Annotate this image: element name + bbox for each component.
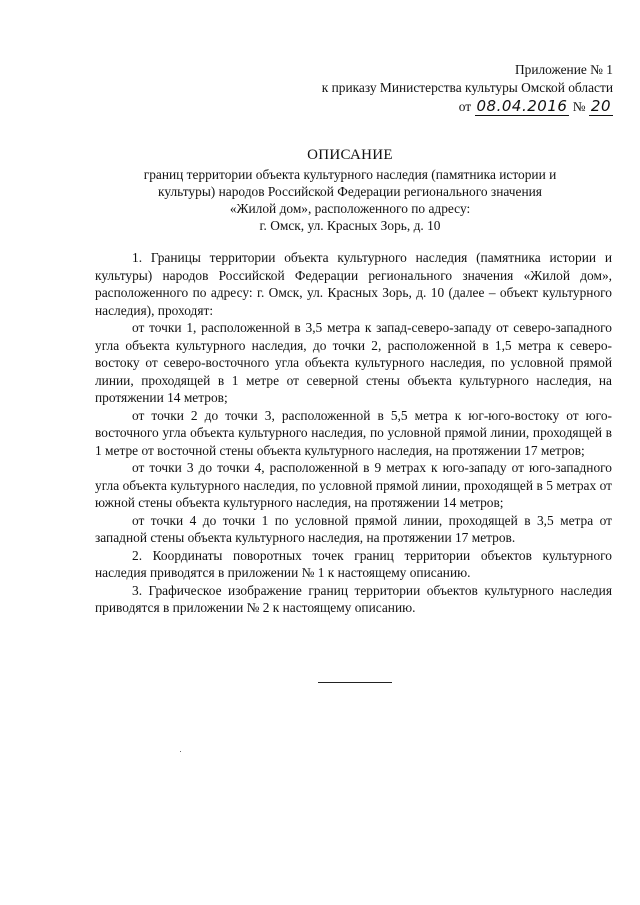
subtitle-line: культуры) народов Российской Федерации регионального значения xyxy=(158,184,542,199)
paragraph-point-3-4: от точки 3 до точки 4, расположенной в 9 метрах к юго-западу от юго-западного угла объекта культурного наследия, по условной прямой линии, проходящей в 5 метрах от южной стены объекта культурного наследия, на протяжении 14 метров; xyxy=(95,460,612,510)
paragraph-point-4-1: от точки 4 до точки 1 по условной прямой линии, проходящей в 3,5 метра от западной стены объекта культурного наследия, на протяжении 17 метров. xyxy=(95,512,612,545)
number-sign: № xyxy=(572,99,586,114)
from-label: от xyxy=(458,99,472,114)
document-title: ОПИСАНИЕ xyxy=(307,147,393,163)
paragraph-point-2-3: от точки 2 до точки 3, расположенной в 5,5 метра к юг-юго-востоку от юго-восточного угла объекта культурного наследия, по условной прямой линии, проходящей в 1 метре от восточной стены объекта культурного наследия, на протяжении 17 метров; xyxy=(95,407,612,458)
document-body xyxy=(95,249,612,617)
order-date-line xyxy=(322,97,613,116)
paragraph-point-1-2: от точки 1, расположенной в 3,5 метра к запад-северо-западу от северо-западного угла объекта культурного наследия, до точки 2, расположенной в 1,5 метра к северо-востоку от северо-восточного угла объекта культурного наследия, по условной прямой линии, проходящей в 1 метре от северной стены объекта культурного наследия, на протяжении 14 метров; xyxy=(95,320,612,405)
document-subtitle xyxy=(120,166,580,234)
paragraph-coordinates: 2. Координаты поворотных точек границ территории объектов культурного наследия приводятся в приложении № 1 к настоящему описанию. xyxy=(95,547,612,580)
subtitle-line: «Жилой дом», расположенного по адресу: xyxy=(229,201,471,216)
paragraph-graphic: 3. Графическое изображение границ территории объектов культурного наследия приводятся в приложении № 2 к настоящему описанию. xyxy=(95,582,612,615)
handwritten-date: 08.04.2016 xyxy=(476,97,568,115)
appendix-number: Приложение № 1 xyxy=(514,62,613,77)
end-divider xyxy=(318,682,392,683)
handwritten-number: 20 xyxy=(590,97,611,115)
order-reference: к приказу Министерства культуры Омской области xyxy=(321,80,613,95)
subtitle-line: границ территории объекта культурного наследия (памятника истории и xyxy=(143,167,557,182)
appendix-header xyxy=(322,61,613,116)
scan-speck xyxy=(180,751,181,752)
subtitle-line: г. Омск, ул. Красных Зорь, д. 10 xyxy=(259,218,441,233)
paragraph-boundaries-intro: 1. Границы территории объекта культурного наследия (памятника истории и культуры) народов Российской Федерации регионального значения «Жилой дом», расположенного по адресу: г. Омск, ул. Красных Зорь, д. 10 (далее – объект культурного наследия), проходят: xyxy=(95,250,612,318)
